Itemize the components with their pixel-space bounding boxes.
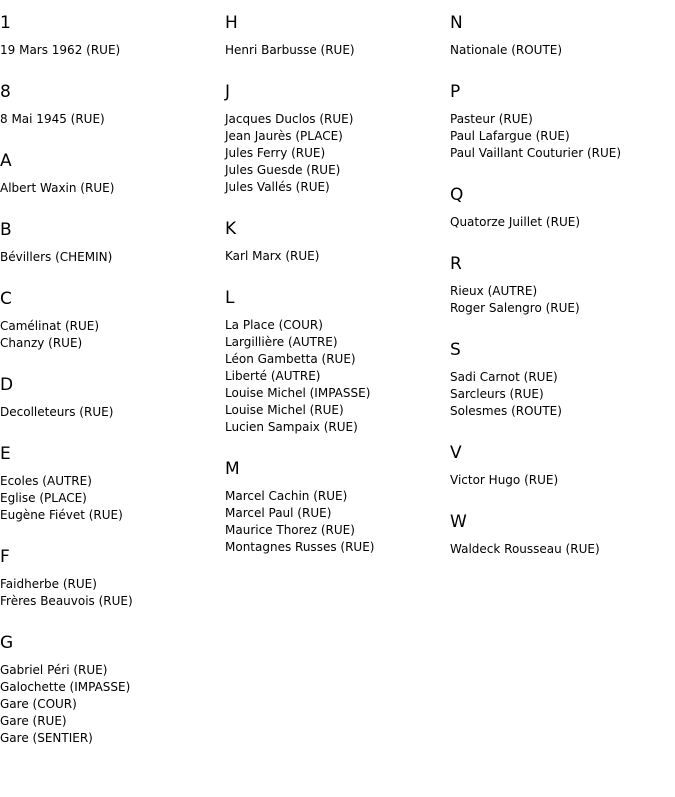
street-index-column [0,0,225,757]
street-link[interactable]: Maurice Thorez (RUE) [225,523,355,537]
letter-heading: L [225,288,235,308]
letter-heading: 8 [0,82,11,102]
street-list [0,309,225,362]
street-link[interactable]: Galochette (IMPASSE) [0,680,131,694]
letter-group [0,207,225,276]
street-link[interactable]: Bévillers (CHEMIN) [0,250,113,264]
street-link[interactable]: Waldeck Rousseau (RUE) [450,542,600,556]
street-link[interactable]: Rieux (AUTRE) [450,284,538,298]
street-link[interactable]: Jules Guesde (RUE) [225,163,341,177]
street-list [0,464,225,534]
street-link[interactable]: Lucien Sampaix (RUE) [225,420,358,434]
street-link[interactable]: Sadi Carnot (RUE) [450,370,558,384]
street-link[interactable]: Jacques Duclos (RUE) [225,112,354,126]
street-link[interactable]: Ecoles (AUTRE) [0,474,92,488]
letter-group [0,620,225,757]
street-link[interactable]: Gare (COUR) [0,697,77,711]
letter-group [0,276,225,362]
letter-group [0,362,225,431]
street-link[interactable]: La Place (COUR) [225,318,323,332]
street-link[interactable]: Paul Lafargue (RUE) [450,129,570,143]
street-list [225,239,450,275]
letter-group [225,446,450,566]
letter-group [0,534,225,620]
street-list [0,102,225,138]
street-link[interactable]: Jean Jaurès (PLACE) [225,129,343,143]
letter-heading: F [0,547,10,567]
letter-heading: V [450,443,462,463]
letter-heading: N [450,13,463,33]
street-list [450,274,675,327]
street-link[interactable]: Marcel Paul (RUE) [225,506,332,520]
street-link[interactable]: Gabriel Péri (RUE) [0,663,108,677]
letter-group [450,327,675,430]
street-list [450,360,675,430]
letter-group [0,0,225,69]
street-link[interactable]: Henri Barbusse (RUE) [225,43,355,57]
street-list [0,653,225,757]
street-link[interactable]: Frères Beauvois (RUE) [0,594,133,608]
street-list [450,532,675,568]
street-link[interactable]: Montagnes Russes (RUE) [225,540,375,554]
letter-heading: H [225,13,238,33]
street-link[interactable]: Léon Gambetta (RUE) [225,352,356,366]
street-index-column [450,0,675,568]
letter-group [450,430,675,499]
letter-group [225,206,450,275]
street-link[interactable]: Pasteur (RUE) [450,112,533,126]
street-link[interactable]: Jules Vallés (RUE) [225,180,330,194]
street-list [450,102,675,172]
street-link[interactable]: Quatorze Juillet (RUE) [450,215,580,229]
street-link[interactable]: Marcel Cachin (RUE) [225,489,348,503]
street-link[interactable]: Faidherbe (RUE) [0,577,97,591]
letter-heading: R [450,254,462,274]
letter-group [450,172,675,241]
street-list [450,463,675,499]
street-link[interactable]: 8 Mai 1945 (RUE) [0,112,105,126]
street-link[interactable]: Karl Marx (RUE) [225,249,320,263]
street-list [0,395,225,431]
letter-heading: A [0,151,12,171]
street-list [225,33,450,69]
letter-heading: 1 [0,13,11,33]
street-link[interactable]: Albert Waxin (RUE) [0,181,115,195]
street-link[interactable]: Victor Hugo (RUE) [450,473,559,487]
street-link[interactable]: Paul Vaillant Couturier (RUE) [450,146,622,160]
street-link[interactable]: Gare (RUE) [0,714,67,728]
street-link[interactable]: Solesmes (ROUTE) [450,404,562,418]
letter-group [225,0,450,69]
street-link[interactable]: Eglise (PLACE) [0,491,87,505]
street-link[interactable]: Roger Salengro (RUE) [450,301,580,315]
letter-group [225,69,450,206]
street-link[interactable]: Louise Michel (IMPASSE) [225,386,371,400]
street-link[interactable]: Nationale (ROUTE) [450,43,563,57]
letter-heading: K [225,219,237,239]
street-link[interactable]: Jules Ferry (RUE) [225,146,326,160]
street-list [225,102,450,206]
street-list [450,33,675,69]
letter-heading: M [225,459,240,479]
street-list [225,308,450,446]
letter-heading: G [0,633,14,653]
street-list [450,205,675,241]
letter-heading: S [450,340,461,360]
street-link[interactable]: Eugène Fiévet (RUE) [0,508,123,522]
letter-group [450,241,675,327]
letter-heading: C [0,289,12,309]
street-link[interactable]: Louise Michel (RUE) [225,403,344,417]
letter-group [450,499,675,568]
letter-heading: E [0,444,11,464]
letter-group [450,69,675,172]
street-list [0,240,225,276]
letter-heading: Q [450,185,464,205]
street-list [0,567,225,620]
street-link[interactable]: Chanzy (RUE) [0,336,83,350]
street-link[interactable]: Sarcleurs (RUE) [450,387,544,401]
street-link[interactable]: Gare (SENTIER) [0,731,93,745]
street-link[interactable]: Decolleteurs (RUE) [0,405,114,419]
letter-heading: B [0,220,12,240]
street-link[interactable]: Liberté (AUTRE) [225,369,321,383]
street-list [225,479,450,566]
letter-group [450,0,675,69]
street-link[interactable]: Largillière (AUTRE) [225,335,338,349]
letter-group [225,275,450,446]
letter-heading: D [0,375,14,395]
letter-group [0,69,225,138]
street-index-column [225,0,450,566]
street-list [0,33,225,69]
letter-group [0,431,225,534]
street-link[interactable]: Camélinat (RUE) [0,319,100,333]
street-list [0,171,225,207]
letter-heading: J [225,82,231,102]
street-link[interactable]: 19 Mars 1962 (RUE) [0,43,121,57]
letter-group [0,138,225,207]
letter-heading: W [450,512,467,532]
letter-heading: P [450,82,461,102]
